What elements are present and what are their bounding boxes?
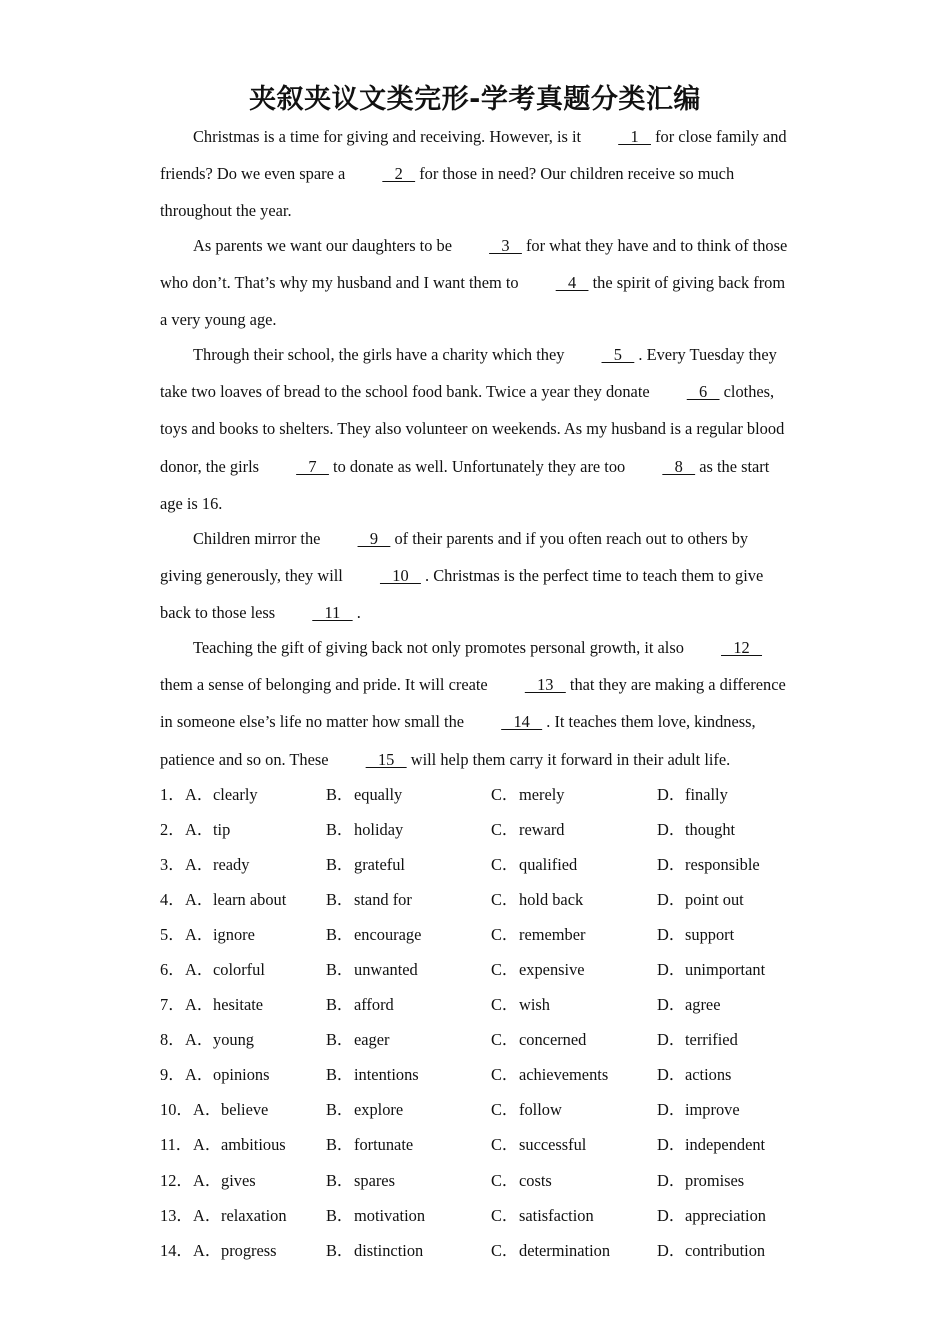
option-b bbox=[326, 1095, 403, 1125]
passage-text: will help them carry it forward in their adult life. bbox=[406, 749, 731, 769]
option-letter: B． bbox=[326, 785, 354, 804]
question-row bbox=[160, 1201, 800, 1236]
blank-12: 12 bbox=[721, 638, 763, 657]
option-d bbox=[657, 1236, 765, 1266]
option-letter: C． bbox=[491, 960, 519, 980]
option-letter: C． bbox=[491, 820, 519, 840]
option-b bbox=[326, 990, 394, 1020]
option-text: intentions bbox=[354, 1065, 419, 1085]
option-letter: B． bbox=[326, 820, 354, 840]
option-text: tip bbox=[213, 820, 231, 840]
option-letter: D． bbox=[657, 1240, 686, 1260]
option-c bbox=[491, 1130, 586, 1160]
passage-text: as the start age is 16. bbox=[160, 456, 770, 513]
option-text: successful bbox=[519, 1135, 587, 1155]
option-text: young bbox=[213, 1030, 254, 1050]
question-number: 13． bbox=[160, 1205, 193, 1225]
question-row bbox=[160, 1025, 800, 1060]
option-text: gives bbox=[221, 1170, 256, 1190]
option-letter: A． bbox=[185, 995, 214, 1015]
option-text: equally bbox=[354, 785, 403, 804]
blank-4: 4 bbox=[555, 273, 589, 293]
option-text: actions bbox=[685, 1065, 732, 1085]
option-letter: C． bbox=[491, 785, 519, 804]
option-letter: D． bbox=[657, 960, 686, 980]
option-c bbox=[491, 1166, 552, 1196]
option-d bbox=[657, 1130, 765, 1160]
option-letter: D． bbox=[657, 1100, 686, 1120]
option-text: explore bbox=[354, 1100, 404, 1120]
option-text: independent bbox=[685, 1135, 766, 1155]
option-c bbox=[491, 990, 550, 1020]
option-letter: D． bbox=[657, 890, 686, 910]
option-c bbox=[491, 850, 577, 880]
option-text: finally bbox=[685, 785, 728, 804]
passage-text: Children mirror the bbox=[193, 529, 325, 548]
option-text: responsible bbox=[685, 855, 760, 875]
option-c bbox=[491, 780, 565, 810]
option-letter: C． bbox=[491, 1100, 519, 1120]
passage-text: them a sense of belonging and pride. It will create bbox=[160, 675, 492, 695]
question-row bbox=[160, 885, 800, 920]
option-text: merely bbox=[519, 785, 565, 804]
question-row bbox=[160, 1060, 800, 1095]
option-a bbox=[193, 1236, 277, 1266]
option-letter: C． bbox=[491, 1170, 519, 1190]
option-d bbox=[657, 990, 720, 1020]
question-number: 5． bbox=[160, 925, 185, 945]
passage-text: for close family and friends? Do we even spare a bbox=[160, 127, 787, 184]
option-letter: B． bbox=[326, 890, 354, 910]
passage-text: clothes, toys and books to shelters. They also volunteer on weekends. As my husband is a regular blood donor, the girls bbox=[160, 382, 785, 476]
option-text: encourage bbox=[354, 925, 422, 945]
passage-text: . It teaches them love, kindness, patience and so on. These bbox=[160, 712, 756, 769]
passage-text: of their parents and if you often reach out to others by giving generously, they will bbox=[160, 529, 749, 586]
option-text: terrified bbox=[685, 1030, 738, 1050]
option-letter: A． bbox=[185, 960, 214, 980]
option-d bbox=[657, 1166, 744, 1196]
passage-text: to donate as well. Unfortunately they are too bbox=[328, 456, 630, 476]
question-row bbox=[160, 1130, 800, 1165]
option-text: expensive bbox=[519, 960, 585, 980]
option-letter: D． bbox=[657, 820, 686, 840]
page-title: 夹叙夹议文类完形-学考真题分类汇编 bbox=[249, 84, 701, 115]
blank-11: 11 bbox=[312, 603, 353, 623]
option-b bbox=[326, 1025, 389, 1055]
option-d bbox=[657, 1025, 738, 1055]
passage-paragraph-2 bbox=[160, 227, 790, 339]
blank-10: 10 bbox=[379, 566, 421, 586]
option-a bbox=[193, 1095, 268, 1125]
passage-text: . Every Tuesday they take two loaves of bread to the school food bank. Twice a year they donate bbox=[160, 345, 777, 402]
blank-14: 14 bbox=[501, 712, 543, 732]
option-d bbox=[657, 920, 734, 950]
option-d bbox=[657, 1201, 766, 1231]
option-text: support bbox=[685, 925, 735, 945]
option-d bbox=[657, 850, 760, 880]
option-letter: D． bbox=[657, 1170, 686, 1190]
option-d bbox=[657, 780, 728, 810]
option-a bbox=[185, 920, 255, 950]
option-letter: A． bbox=[185, 1030, 214, 1050]
passage-text: that they are making a difference in someone else’s life no matter how small the bbox=[160, 675, 786, 732]
option-d bbox=[657, 885, 744, 915]
option-text: grateful bbox=[354, 855, 405, 875]
option-a bbox=[185, 780, 258, 810]
option-letter: B． bbox=[326, 855, 354, 875]
blank-9: 9 bbox=[357, 529, 391, 548]
passage-text: for those in need? Our children receive so much throughout the year. bbox=[160, 164, 735, 221]
option-letter: C． bbox=[491, 855, 519, 875]
option-text: ready bbox=[213, 855, 250, 875]
option-text: stand for bbox=[354, 890, 412, 910]
option-c bbox=[491, 1025, 586, 1055]
option-b bbox=[326, 1166, 395, 1196]
option-letter: D． bbox=[657, 1065, 686, 1085]
blank-8: 8 bbox=[662, 456, 696, 476]
option-text: follow bbox=[519, 1100, 562, 1120]
option-text: motivation bbox=[354, 1205, 426, 1225]
option-text: promises bbox=[685, 1170, 745, 1190]
option-letter: A． bbox=[185, 1065, 214, 1085]
option-letter: B． bbox=[326, 1135, 354, 1155]
option-text: concerned bbox=[519, 1030, 587, 1050]
option-letter: B． bbox=[326, 960, 354, 980]
question-number: 7． bbox=[160, 995, 185, 1015]
option-c bbox=[491, 1236, 610, 1266]
option-text: agree bbox=[685, 995, 721, 1015]
option-letter: C． bbox=[491, 890, 519, 910]
option-c bbox=[491, 1095, 562, 1125]
blank-1: 1 bbox=[618, 127, 651, 146]
option-letter: A． bbox=[185, 785, 214, 804]
option-text: reward bbox=[519, 820, 565, 840]
option-a bbox=[193, 1201, 287, 1231]
option-letter: B． bbox=[326, 995, 354, 1015]
option-text: costs bbox=[519, 1170, 552, 1190]
option-letter: A． bbox=[193, 1135, 222, 1155]
question-number: 1． bbox=[160, 785, 185, 804]
option-letter: C． bbox=[491, 1135, 519, 1155]
option-b bbox=[326, 885, 412, 915]
question-number: 10． bbox=[160, 1100, 193, 1120]
option-text: achievements bbox=[519, 1065, 609, 1085]
option-letter: C． bbox=[491, 995, 519, 1015]
option-text: improve bbox=[685, 1100, 740, 1120]
option-d bbox=[657, 815, 735, 845]
option-text: ambitious bbox=[221, 1135, 286, 1155]
option-letter: D． bbox=[657, 785, 686, 804]
option-b bbox=[326, 1201, 425, 1231]
option-letter: A． bbox=[185, 890, 214, 910]
option-text: colorful bbox=[213, 960, 265, 980]
option-letter: C． bbox=[491, 1030, 519, 1050]
option-a bbox=[185, 990, 263, 1020]
option-letter: B． bbox=[326, 1030, 354, 1050]
option-letter: D． bbox=[657, 1030, 686, 1050]
question-list bbox=[160, 780, 800, 1271]
option-b bbox=[326, 780, 402, 810]
question-row bbox=[160, 815, 800, 850]
passage-paragraph-5 bbox=[160, 629, 790, 778]
blank-7: 7 bbox=[296, 456, 329, 476]
passage-text: . bbox=[352, 603, 361, 623]
option-text: relaxation bbox=[221, 1205, 287, 1225]
option-c bbox=[491, 920, 585, 950]
question-number: 8． bbox=[160, 1030, 185, 1050]
option-text: determination bbox=[519, 1240, 611, 1260]
option-letter: C． bbox=[491, 1065, 519, 1085]
option-a bbox=[185, 955, 265, 985]
option-text: contribution bbox=[685, 1240, 766, 1260]
option-letter: A． bbox=[193, 1100, 222, 1120]
option-text: remember bbox=[519, 925, 586, 945]
option-b bbox=[326, 1060, 419, 1090]
question-row bbox=[160, 850, 800, 885]
option-letter: A． bbox=[185, 855, 214, 875]
option-c bbox=[491, 1201, 594, 1231]
option-b bbox=[326, 1130, 413, 1160]
option-text: point out bbox=[685, 890, 744, 910]
option-b bbox=[326, 955, 418, 985]
question-number: 4． bbox=[160, 890, 185, 910]
option-a bbox=[185, 1060, 269, 1090]
option-letter: D． bbox=[657, 855, 686, 875]
option-text: unimportant bbox=[685, 960, 766, 980]
option-text: appreciation bbox=[685, 1205, 767, 1225]
option-letter: B． bbox=[326, 925, 354, 945]
option-letter: D． bbox=[657, 925, 686, 945]
question-number: 3． bbox=[160, 855, 185, 875]
option-b bbox=[326, 920, 421, 950]
option-text: satisfaction bbox=[519, 1205, 594, 1225]
option-a bbox=[185, 850, 249, 880]
option-text: spares bbox=[354, 1170, 395, 1190]
question-number: 2． bbox=[160, 820, 185, 840]
blank-6: 6 bbox=[686, 382, 720, 402]
option-letter: B． bbox=[326, 1065, 354, 1085]
option-text: distinction bbox=[354, 1240, 424, 1260]
option-letter: A． bbox=[185, 820, 214, 840]
option-b bbox=[326, 1236, 423, 1266]
option-text: ignore bbox=[213, 925, 255, 945]
passage-paragraph-3 bbox=[160, 336, 790, 522]
option-a bbox=[185, 885, 286, 915]
option-c bbox=[491, 955, 585, 985]
question-number: 11． bbox=[160, 1135, 193, 1155]
question-row bbox=[160, 1095, 800, 1130]
blank-2: 2 bbox=[382, 164, 416, 184]
option-letter: C． bbox=[491, 1205, 519, 1225]
option-text: eager bbox=[354, 1030, 390, 1050]
question-row bbox=[160, 920, 800, 955]
option-letter: C． bbox=[491, 1240, 519, 1260]
option-text: learn about bbox=[213, 890, 287, 910]
option-letter: B． bbox=[326, 1170, 354, 1190]
option-a bbox=[185, 815, 230, 845]
passage-paragraph-1 bbox=[160, 118, 790, 230]
option-text: opinions bbox=[213, 1065, 270, 1085]
option-letter: D． bbox=[657, 1205, 686, 1225]
option-letter: A． bbox=[193, 1240, 222, 1260]
blank-13: 13 bbox=[524, 675, 566, 695]
passage-text: As parents we want our daughters to be bbox=[193, 236, 457, 255]
option-text: thought bbox=[685, 820, 736, 840]
question-number: 14． bbox=[160, 1240, 193, 1260]
option-d bbox=[657, 1095, 740, 1125]
option-text: hold back bbox=[519, 890, 584, 910]
option-text: fortunate bbox=[354, 1135, 414, 1155]
option-letter: D． bbox=[657, 1135, 686, 1155]
blank-5: 5 bbox=[601, 345, 635, 364]
option-text: believe bbox=[221, 1100, 269, 1120]
option-text: hesitate bbox=[213, 995, 264, 1015]
blank-3: 3 bbox=[489, 236, 522, 255]
option-text: wish bbox=[519, 995, 550, 1015]
question-number: 6． bbox=[160, 960, 185, 980]
option-letter: C． bbox=[491, 925, 519, 945]
question-number: 12． bbox=[160, 1170, 193, 1190]
option-a bbox=[193, 1166, 256, 1196]
option-c bbox=[491, 815, 565, 845]
option-b bbox=[326, 850, 405, 880]
passage-text: . Christmas is the perfect time to teach them to give back to those less bbox=[160, 566, 764, 623]
option-text: afford bbox=[354, 995, 394, 1015]
question-row bbox=[160, 1236, 800, 1271]
passage-text: Teaching the gift of giving back not only promotes personal growth, it also bbox=[193, 638, 689, 657]
option-letter: B． bbox=[326, 1205, 354, 1225]
option-letter: A． bbox=[193, 1205, 222, 1225]
passage-text: the spirit of giving back from a very young age. bbox=[160, 273, 786, 330]
question-row bbox=[160, 990, 800, 1025]
option-letter: A． bbox=[193, 1170, 222, 1190]
question-row bbox=[160, 955, 800, 990]
option-d bbox=[657, 955, 765, 985]
option-letter: D． bbox=[657, 995, 686, 1015]
option-letter: B． bbox=[326, 1100, 354, 1120]
option-text: clearly bbox=[213, 785, 258, 804]
option-letter: A． bbox=[185, 925, 214, 945]
option-a bbox=[193, 1130, 286, 1160]
passage-text: Christmas is a time for giving and receiving. However, is it bbox=[193, 127, 586, 146]
option-text: holiday bbox=[354, 820, 404, 840]
blank-15: 15 bbox=[365, 749, 407, 769]
question-row bbox=[160, 780, 800, 815]
question-number: 9． bbox=[160, 1065, 185, 1085]
option-b bbox=[326, 815, 403, 845]
option-c bbox=[491, 1060, 608, 1090]
option-text: progress bbox=[221, 1240, 277, 1260]
option-text: unwanted bbox=[354, 960, 418, 980]
passage-text: for what they have and to think of those who don’t. That’s why my husband and I want them to bbox=[160, 236, 788, 293]
option-letter: B． bbox=[326, 1240, 354, 1260]
option-text: qualified bbox=[519, 855, 578, 875]
option-c bbox=[491, 885, 583, 915]
question-row bbox=[160, 1166, 800, 1201]
option-d bbox=[657, 1060, 731, 1090]
passage-paragraph-4 bbox=[160, 520, 790, 632]
passage-text: Through their school, the girls have a charity which they bbox=[193, 345, 569, 364]
option-a bbox=[185, 1025, 254, 1055]
